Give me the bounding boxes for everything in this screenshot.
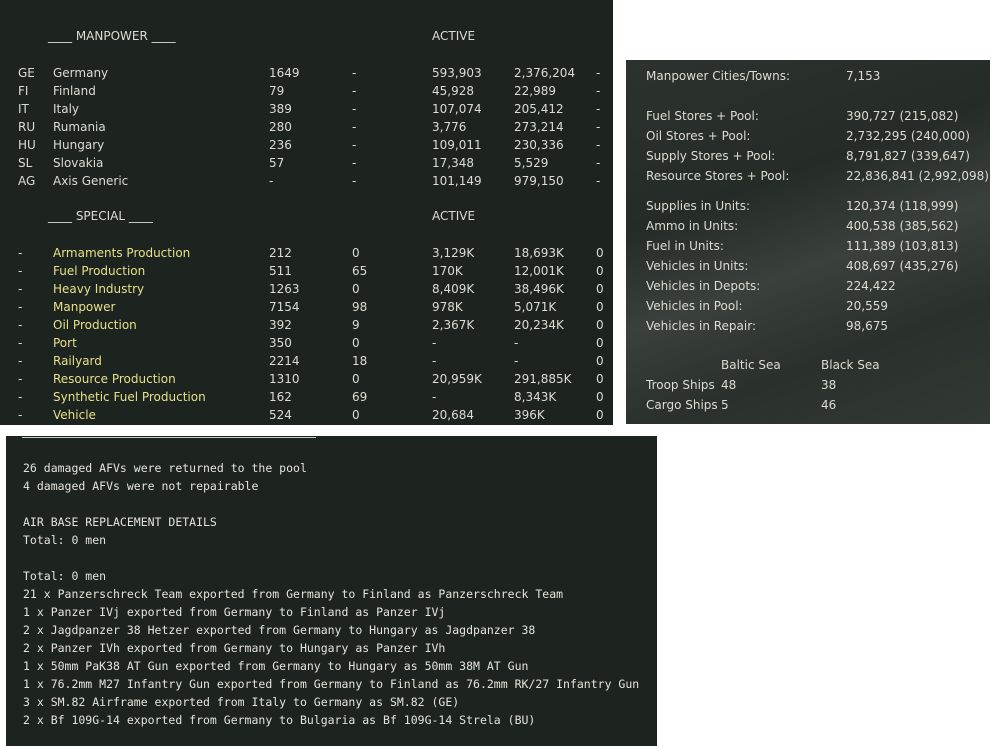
special-row-total: 5,071K	[514, 300, 557, 314]
special-row-n1: 2214	[269, 354, 300, 368]
special-row-total: 8,343K	[514, 390, 557, 404]
special-row-active: 3,129K	[432, 246, 475, 260]
log-line: Total: 0 men	[23, 533, 107, 547]
manpower-row-total: 22,989	[514, 84, 556, 98]
stat-value: 22,836,841 (2,992,098)	[846, 169, 989, 183]
log-line: 1 x Panzer IVj exported from Germany to Finland as Panzer IVj	[23, 605, 446, 619]
ship-count-black: 46	[821, 398, 837, 412]
manpower-row-extra: -	[596, 174, 601, 188]
special-row-name: Oil Production	[53, 318, 137, 332]
manpower-row-code: RU	[18, 120, 36, 134]
ship-type-label: Troop Ships	[646, 378, 715, 392]
special-row-extra: 0	[596, 246, 604, 260]
stat-label: Oil Stores + Pool:	[646, 129, 751, 143]
manpower-row-name: Axis Generic	[53, 174, 129, 188]
stat-value: 7,153	[846, 69, 881, 83]
stat-label: Vehicles in Repair:	[646, 319, 756, 333]
sea-header-baltic: Baltic Sea	[721, 358, 781, 372]
ship-count-baltic: 48	[721, 378, 737, 392]
special-row-code: -	[18, 408, 23, 422]
special-row-n1: 212	[269, 246, 292, 260]
stat-label: Supply Stores + Pool:	[646, 149, 776, 163]
manpower-row-total: 5,529	[514, 156, 549, 170]
special-row-active: 8,409K	[432, 282, 475, 296]
manpower-row-active: 593,903	[432, 66, 482, 80]
special-row-code: -	[18, 336, 23, 350]
manpower-row-code: GE	[18, 66, 35, 80]
special-row-extra: 0	[596, 354, 604, 368]
special-row-total: -	[514, 354, 519, 368]
manpower-row-extra: -	[596, 102, 601, 116]
manpower-row-code: FI	[18, 84, 29, 98]
stat-value: 390,727 (215,082)	[846, 109, 959, 123]
manpower-row-name: Italy	[53, 102, 80, 116]
manpower-row-extra: -	[596, 138, 601, 152]
stat-label: Manpower Cities/Towns:	[646, 69, 790, 83]
stat-label: Vehicles in Units:	[646, 259, 749, 273]
manpower-row-n2: -	[352, 120, 357, 134]
special-row-n1: 1263	[269, 282, 300, 296]
manpower-row-extra: -	[596, 66, 601, 80]
special-row-total: 12,001K	[514, 264, 564, 278]
manpower-row-total: 230,336	[514, 138, 564, 152]
stat-value: 111,389 (103,813)	[846, 239, 959, 253]
special-row-name: Heavy Industry	[53, 282, 145, 296]
log-line: 21 x Panzerschreck Team exported from Germany to Finland as Panzerschreck Team	[23, 587, 564, 601]
log-line: 1 x 76.2mm M27 Infantry Gun exported from Germany to Finland as 76.2mm RK/27 Infantry Gun	[23, 677, 640, 691]
manpower-row-extra: -	[596, 84, 601, 98]
stat-value: 224,422	[846, 279, 896, 293]
special-row-total: 18,693K	[514, 246, 564, 260]
manpower-active-header: ACTIVE	[432, 29, 476, 43]
special-row-active: 978K	[432, 300, 463, 314]
special-row-extra: 0	[596, 264, 604, 278]
stat-value: 8,791,827 (339,647)	[846, 149, 970, 163]
special-row-name: Vehicle	[53, 408, 96, 422]
stat-value: 120,374 (118,999)	[846, 199, 959, 213]
special-row-total: 396K	[514, 408, 545, 422]
manpower-row-active: 45,928	[432, 84, 474, 98]
special-row-n1: 350	[269, 336, 292, 350]
turn-log-panel	[6, 436, 657, 746]
special-row-name: Resource Production	[53, 372, 176, 386]
manpower-row-active: 109,011	[432, 138, 482, 152]
manpower-row-name: Rumania	[53, 120, 106, 134]
special-row-code: -	[18, 264, 23, 278]
special-row-n2: 0	[352, 246, 360, 260]
log-line: 26 damaged AFVs were returned to the pool	[23, 461, 307, 475]
special-row-extra: 0	[596, 318, 604, 332]
manpower-row-n2: -	[352, 174, 357, 188]
manpower-row-total: 205,412	[514, 102, 564, 116]
stat-value: 408,697 (435,276)	[846, 259, 959, 273]
special-row-name: Synthetic Fuel Production	[53, 390, 206, 404]
special-row-active: 2,367K	[432, 318, 475, 332]
special-row-n2: 0	[352, 282, 360, 296]
special-row-total: -	[514, 336, 519, 350]
manpower-row-n2: -	[352, 138, 357, 152]
manpower-row-name: Hungary	[53, 138, 105, 152]
manpower-row-n1: 389	[269, 102, 292, 116]
ship-type-label: Cargo Ships	[646, 398, 718, 412]
manpower-row-active: 17,348	[432, 156, 474, 170]
special-row-n2: 69	[352, 390, 368, 404]
special-row-code: -	[18, 318, 23, 332]
manpower-row-n1: -	[269, 174, 274, 188]
stat-value: 400,538 (385,562)	[846, 219, 959, 233]
manpower-row-total: 2,376,204	[514, 66, 576, 80]
special-row-n2: 0	[352, 372, 360, 386]
special-row-extra: 0	[596, 282, 604, 296]
special-row-code: -	[18, 246, 23, 260]
special-row-n1: 7154	[269, 300, 300, 314]
manpower-row-n2: -	[352, 84, 357, 98]
log-line: 2 x Panzer IVh exported from Germany to Hungary as Panzer IVh	[23, 641, 446, 655]
special-row-n1: 162	[269, 390, 292, 404]
log-divider	[22, 437, 316, 438]
special-row-n1: 524	[269, 408, 292, 422]
manpower-row-name: Slovakia	[53, 156, 104, 170]
log-line: 3 x SM.82 Airframe exported from Italy to Germany as SM.82 (GE)	[23, 695, 460, 709]
manpower-row-total: 979,150	[514, 174, 564, 188]
special-row-n1: 392	[269, 318, 292, 332]
manpower-row-total: 273,214	[514, 120, 564, 134]
special-row-active: -	[432, 354, 437, 368]
special-row-n2: 0	[352, 408, 360, 422]
stat-label: Supplies in Units:	[646, 199, 751, 213]
special-section-header: ____ SPECIAL ____	[48, 209, 153, 223]
special-row-code: -	[18, 372, 23, 386]
stat-value: 20,559	[846, 299, 888, 313]
manpower-row-n1: 79	[269, 84, 285, 98]
special-row-n1: 511	[269, 264, 292, 278]
special-row-n2: 65	[352, 264, 368, 278]
log-line: AIR BASE REPLACEMENT DETAILS	[23, 515, 217, 529]
manpower-row-n1: 236	[269, 138, 292, 152]
manpower-row-extra: -	[596, 120, 601, 134]
special-row-active: 20,959K	[432, 372, 482, 386]
manpower-section-header: ____ MANPOWER ____	[48, 29, 176, 43]
log-line: 2 x Jagdpanzer 38 Hetzer exported from Germany to Hungary as Jagdpanzer 38	[23, 623, 536, 637]
special-row-extra: 0	[596, 336, 604, 350]
stat-value: 98,675	[846, 319, 888, 333]
special-row-active: -	[432, 336, 437, 350]
manpower-row-extra: -	[596, 156, 601, 170]
log-line: Total: 0 men	[23, 569, 107, 583]
stat-label: Ammo in Units:	[646, 219, 739, 233]
manpower-row-code: AG	[18, 174, 36, 188]
special-active-header: ACTIVE	[432, 209, 476, 223]
ship-count-black: 38	[821, 378, 837, 392]
stat-label: Vehicles in Pool:	[646, 299, 743, 313]
special-row-name: Fuel Production	[53, 264, 146, 278]
log-line: 2 x Bf 109G-14 exported from Germany to Bulgaria as Bf 109G-14 Strela (BU)	[23, 713, 536, 727]
manpower-row-n1: 1649	[269, 66, 300, 80]
special-row-n2: 9	[352, 318, 360, 332]
stat-label: Fuel Stores + Pool:	[646, 109, 759, 123]
special-row-n2: 0	[352, 336, 360, 350]
special-row-name: Manpower	[53, 300, 116, 314]
special-row-code: -	[18, 390, 23, 404]
manpower-row-code: IT	[18, 102, 29, 116]
sea-header-black: Black Sea	[821, 358, 880, 372]
log-line: 4 damaged AFVs were not repairable	[23, 479, 259, 493]
manpower-row-n2: -	[352, 156, 357, 170]
special-row-name: Railyard	[53, 354, 102, 368]
log-line: 1 x 50mm PaK38 AT Gun exported from Germany to Hungary as 50mm 38M AT Gun	[23, 659, 529, 673]
special-row-n2: 18	[352, 354, 368, 368]
manpower-row-name: Finland	[53, 84, 96, 98]
production-report-panel	[0, 0, 613, 425]
special-row-code: -	[18, 300, 23, 314]
manpower-row-active: 3,776	[432, 120, 467, 134]
special-row-extra: 0	[596, 372, 604, 386]
stores-summary-panel	[626, 60, 990, 424]
special-row-n1: 1310	[269, 372, 300, 386]
stat-label: Resource Stores + Pool:	[646, 169, 790, 183]
manpower-row-n1: 57	[269, 156, 285, 170]
special-row-total: 291,885K	[514, 372, 572, 386]
special-row-active: -	[432, 390, 437, 404]
stat-label: Vehicles in Depots:	[646, 279, 761, 293]
special-row-extra: 0	[596, 390, 604, 404]
manpower-row-name: Germany	[53, 66, 109, 80]
special-row-n2: 98	[352, 300, 368, 314]
special-row-total: 20,234K	[514, 318, 564, 332]
special-row-code: -	[18, 354, 23, 368]
special-row-extra: 0	[596, 300, 604, 314]
special-row-extra: 0	[596, 408, 604, 422]
stat-label: Fuel in Units:	[646, 239, 724, 253]
special-row-code: -	[18, 282, 23, 296]
manpower-row-code: SL	[18, 156, 33, 170]
special-row-name: Port	[53, 336, 77, 350]
stat-value: 2,732,295 (240,000)	[846, 129, 970, 143]
manpower-row-active: 101,149	[432, 174, 482, 188]
manpower-row-n2: -	[352, 102, 357, 116]
special-row-total: 38,496K	[514, 282, 564, 296]
special-row-active: 20,684	[432, 408, 474, 422]
manpower-row-active: 107,074	[432, 102, 482, 116]
manpower-row-n1: 280	[269, 120, 292, 134]
manpower-row-n2: -	[352, 66, 357, 80]
ship-count-baltic: 5	[721, 398, 729, 412]
special-row-name: Armaments Production	[53, 246, 191, 260]
manpower-row-code: HU	[18, 138, 36, 152]
special-row-active: 170K	[432, 264, 463, 278]
